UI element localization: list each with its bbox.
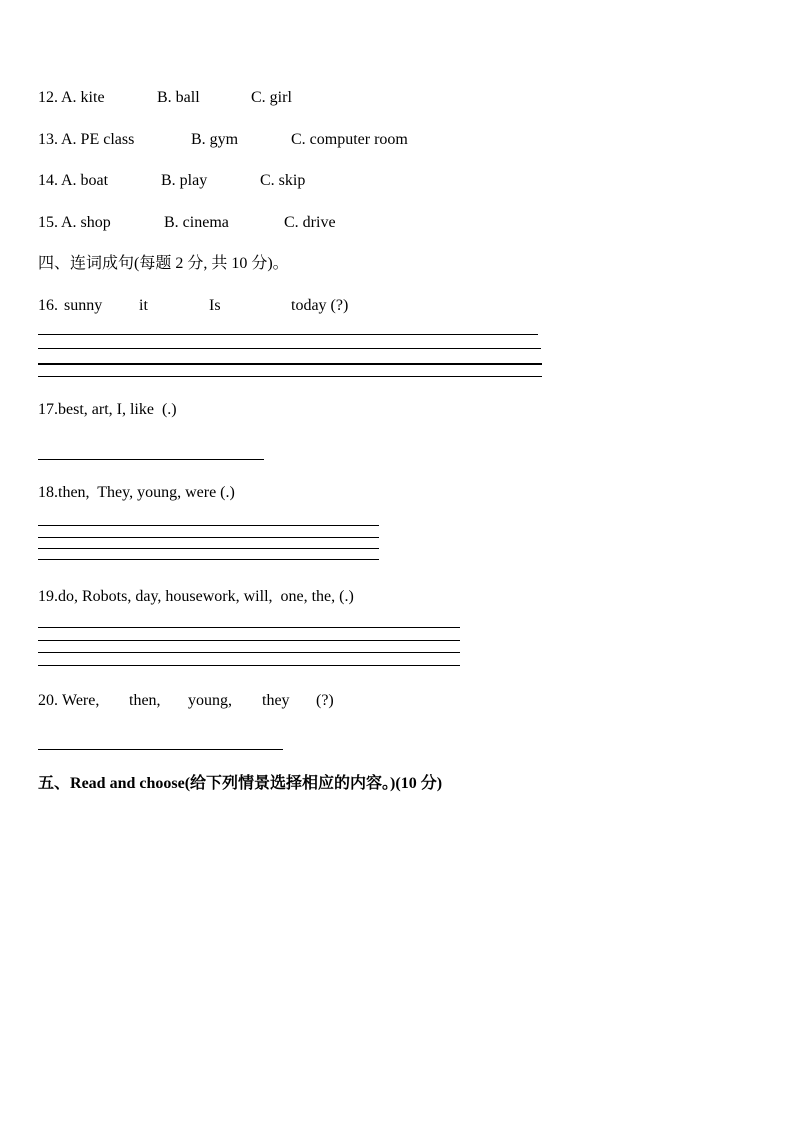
option-c: C. skip <box>260 172 306 189</box>
question-number: 12. <box>38 89 58 106</box>
answer-line[interactable] <box>38 348 541 349</box>
answer-line[interactable] <box>38 525 379 526</box>
answer-line[interactable] <box>38 548 379 549</box>
option-a: A. kite <box>61 89 105 106</box>
question-number: 20. <box>38 692 58 709</box>
word: it <box>139 297 148 314</box>
word: they <box>262 692 290 709</box>
question-number: 16. <box>38 297 58 314</box>
option-b: B. gym <box>191 131 239 148</box>
option-c: C. girl <box>251 89 292 106</box>
word: then, <box>129 692 161 709</box>
answer-line[interactable] <box>38 640 460 641</box>
option-b: B. cinema <box>164 214 229 231</box>
option-a: A. shop <box>61 214 111 231</box>
answer-line[interactable] <box>38 376 542 377</box>
section-5-prefix: 五、 <box>38 775 71 792</box>
answer-line[interactable] <box>38 749 283 750</box>
section-5-english: Read and choose <box>70 775 185 792</box>
answer-line[interactable] <box>38 459 264 460</box>
answer-line[interactable] <box>38 363 542 365</box>
question-18: 18.then, They, young, were (.) <box>38 484 235 501</box>
question-number: 15. <box>38 214 58 231</box>
section-5-heading <box>38 773 442 795</box>
question-number: 14. <box>38 172 58 189</box>
answer-line[interactable] <box>38 537 379 538</box>
option-b: B. ball <box>157 89 200 106</box>
answer-line[interactable] <box>38 334 538 335</box>
answer-line[interactable] <box>38 665 460 666</box>
question-number: 13. <box>38 131 58 148</box>
answer-line[interactable] <box>38 627 460 628</box>
option-a: A. boat <box>61 172 109 189</box>
word: young, <box>188 692 232 709</box>
option-b: B. play <box>161 172 208 189</box>
answer-line[interactable] <box>38 652 460 653</box>
option-a: A. PE class <box>61 131 135 148</box>
word: Were, <box>62 692 100 709</box>
question-17: 17.best, art, I, like (.) <box>38 401 177 418</box>
option-c: C. drive <box>284 214 336 231</box>
answer-line[interactable] <box>38 559 379 560</box>
section-4-heading: 四、连词成句(每题 2 分, 共 10 分)。 <box>38 255 289 272</box>
question-19: 19.do, Robots, day, housework, will, one, the, (.) <box>38 588 354 605</box>
word: today (?) <box>291 297 349 314</box>
option-c: C. computer room <box>291 131 408 148</box>
word: sunny <box>64 297 103 314</box>
word: Is <box>209 297 221 314</box>
word: (?) <box>316 692 334 709</box>
section-5-chinese: (给下列情景选择相应的内容。)(10 分) <box>184 775 443 792</box>
